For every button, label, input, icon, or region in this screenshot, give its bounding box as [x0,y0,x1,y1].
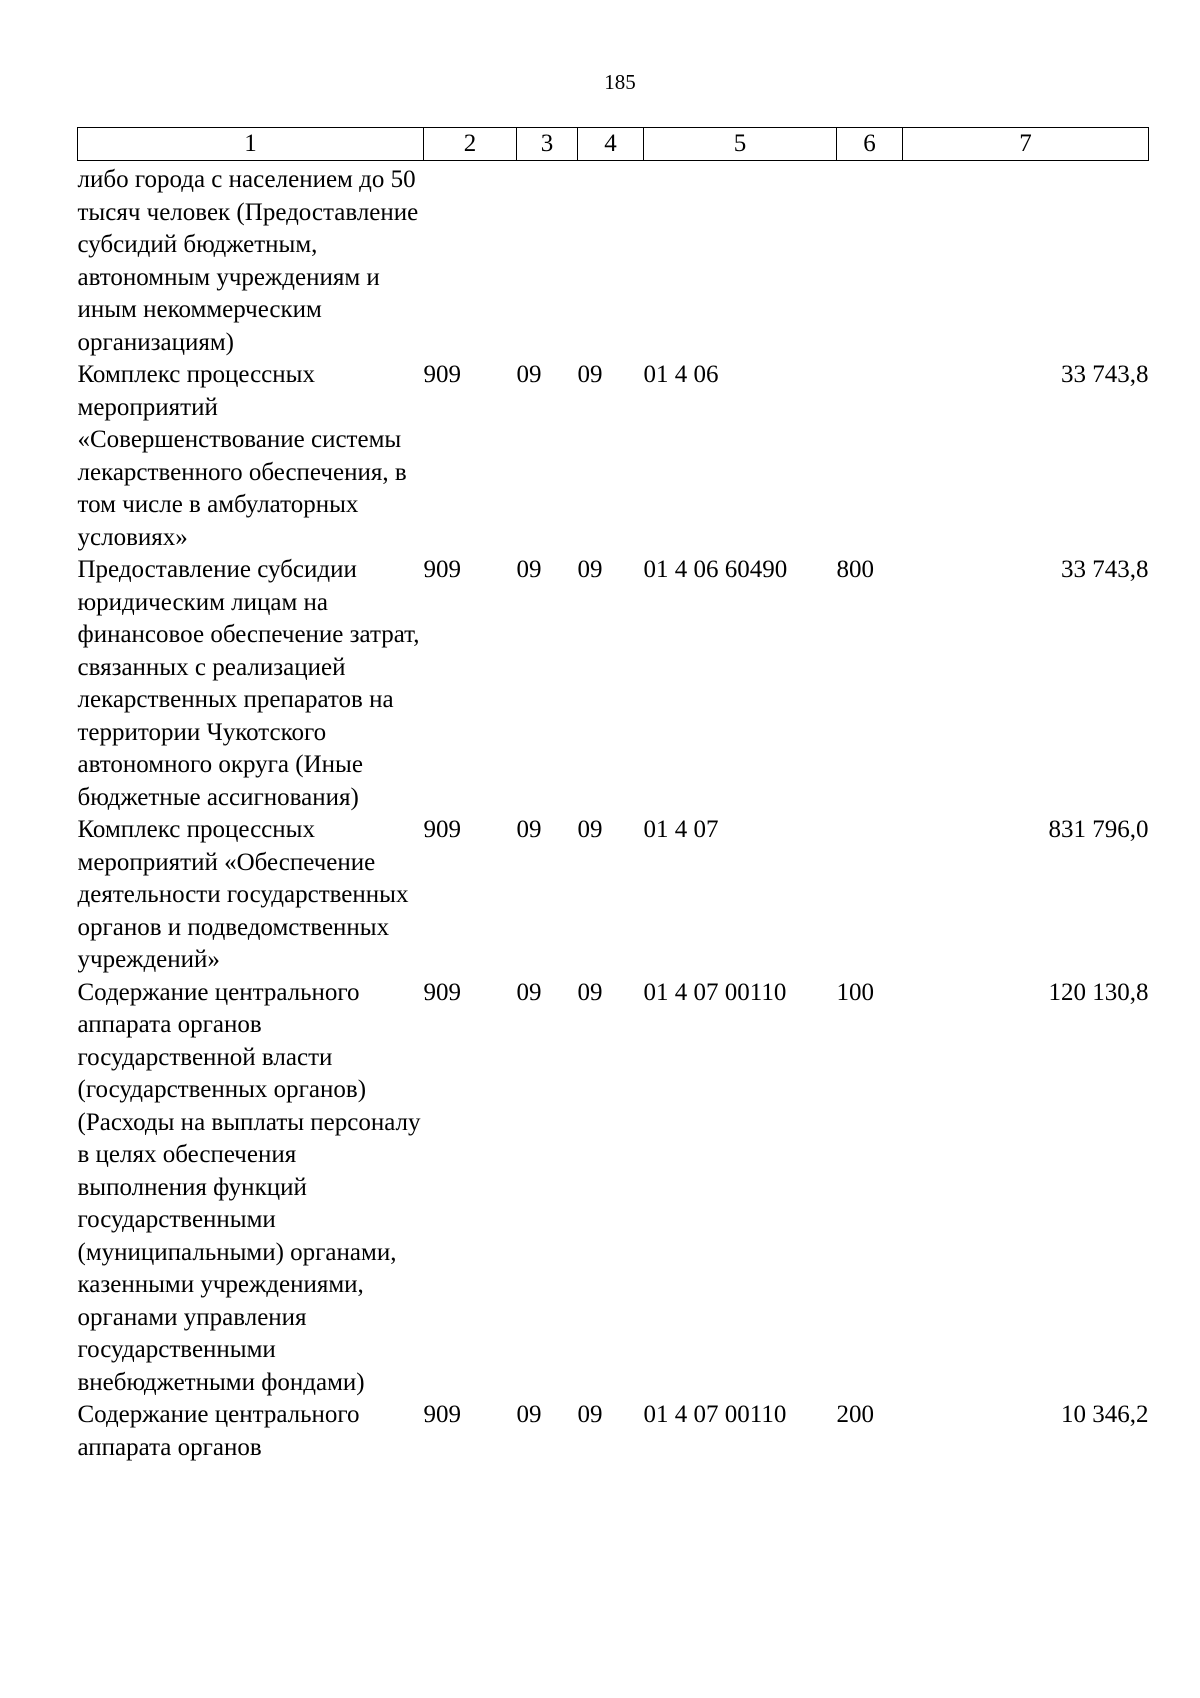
row-vr [837,814,903,977]
header-col-6: 6 [837,128,903,161]
header-row [78,128,1149,161]
row-pr: 09 [577,978,603,1006]
row-pr [578,161,644,360]
row-gr [424,161,517,360]
row-csr: 01 4 06 [643,361,719,388]
row-sum [903,161,1149,360]
row-gr: 909 [423,361,461,388]
page-number: 185 [604,70,636,94]
header-col-2: 2 [424,128,517,161]
row-name: Комплекс процессных мероприятий «Совершенствование системы лекарственного обеспечения, в том числе в амбулаторных условиях» [77,361,407,551]
row-vr: 100 [836,978,874,1006]
row-csr: 01 4 07 00110 [643,978,787,1006]
table-row [78,161,1149,360]
header-col-5: 5 [644,128,837,161]
row-rz: 09 [516,1401,542,1428]
row-name: Комплекс процессных мероприятий «Обеспечение деятельности государственных органов и подведомственных учреждений» [77,816,409,973]
row-gr: 909 [423,556,461,583]
row-rz: 09 [516,556,542,583]
row-gr: 909 [423,1401,461,1428]
row-csr: 01 4 07 [643,816,719,843]
row-rz: 09 [516,361,542,388]
row-name: Предоставление субсидии юридическим лицам на финансовое обеспечение затрат, связанных с реализацией лекарственных препаратов на территории Чукотского автономного округа (Иные бюджетные ассигнования) [77,556,420,811]
row-vr [837,359,903,554]
row-sum: 10 346,2 [1061,1401,1149,1428]
row-vr: 800 [836,556,874,583]
row-rz: 09 [516,816,542,843]
row-rz [517,161,578,360]
row-vr: 200 [836,1401,874,1428]
row-pr: 09 [577,556,603,583]
row-pr: 09 [577,361,603,388]
header-col-7: 7 [903,128,1149,161]
row-name: Содержание центрального аппарата органов государственной власти (государственных органов) (Расходы на выплаты персоналу в целях обеспечения выполнения функций государственными (муниципальными) органами, казенными учреждениями, органами управления государственными внебюджетными фондами) [77,978,421,1396]
row-sum: 120 130,8 [1048,978,1149,1006]
table-row [78,554,1149,814]
header-col-3: 3 [517,128,578,161]
row-csr: 01 4 07 00110 [643,1401,787,1428]
row-name: Содержание центрального аппарата органов [77,1401,360,1461]
budget-table [77,127,1149,1464]
row-gr: 909 [423,816,461,843]
table-row [78,814,1149,977]
table-row [78,359,1149,554]
header-col-4: 4 [578,128,644,161]
row-vr [837,161,903,360]
row-name: либо города с населением до 50 тысяч человек (Предоставление субсидий бюджетным, автономным учреждениям и иным некоммерческим организациям) [77,166,419,356]
table-row [78,1399,1149,1464]
row-pr: 09 [577,816,603,843]
header-col-1: 1 [78,128,424,161]
row-sum: 33 743,8 [1061,361,1149,388]
row-sum: 831 796,0 [1048,816,1149,843]
row-csr [644,161,837,360]
row-gr: 909 [423,978,461,1006]
row-pr: 09 [577,1401,603,1428]
row-sum: 33 743,8 [1061,556,1149,583]
row-csr: 01 4 06 60490 [643,556,788,583]
table-row [78,977,1149,1400]
row-rz: 09 [516,978,542,1006]
